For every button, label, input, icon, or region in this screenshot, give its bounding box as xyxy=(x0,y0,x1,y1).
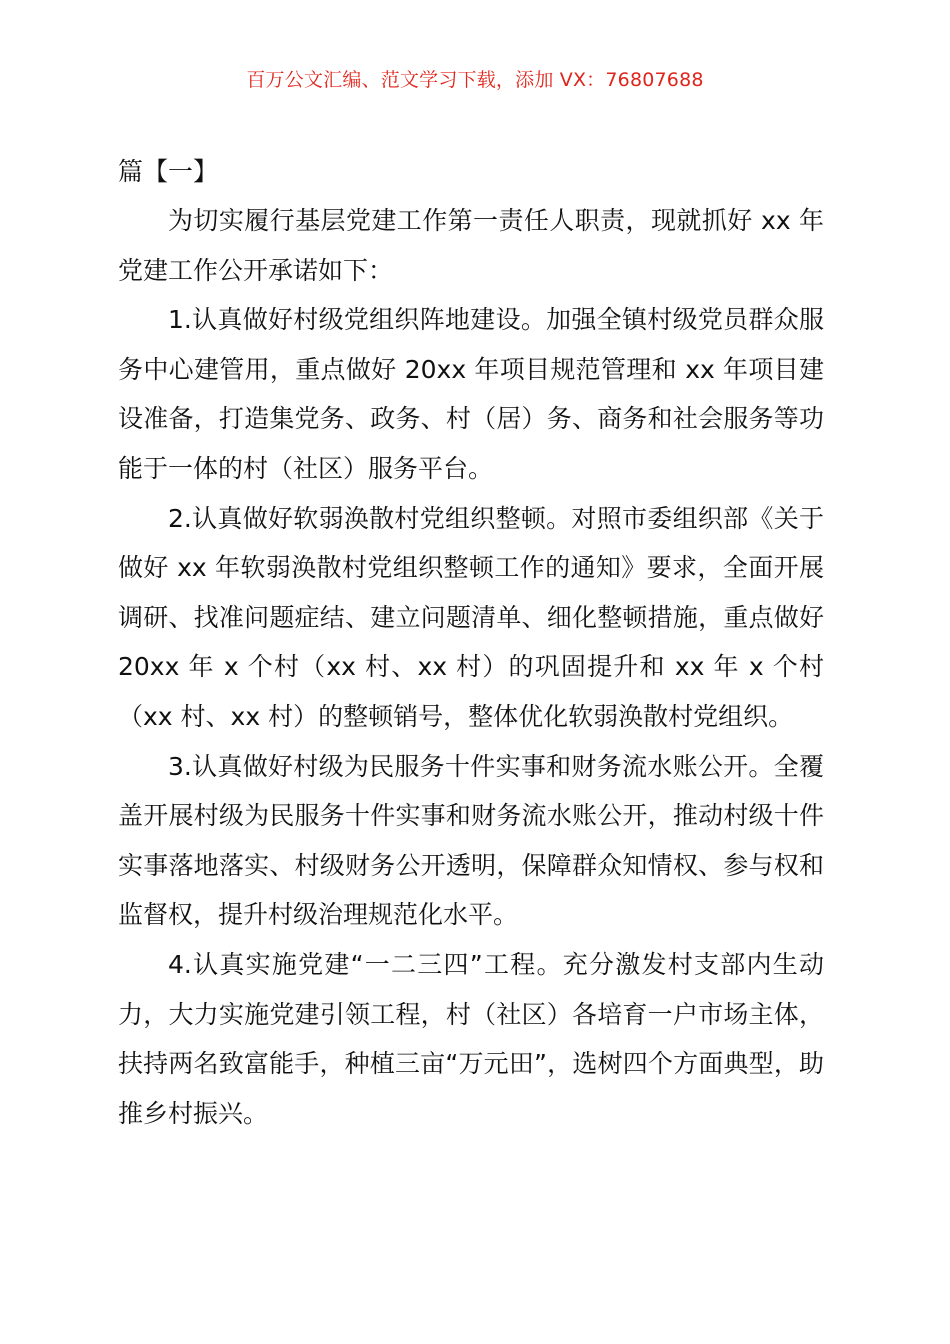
commitment-item-3: 3.认真做好村级为民服务十件实事和财务流水账公开。全覆盖开展村级为民服务十件实事和财务流水账公开，推动村级十件实事落地落实、村级财务公开透明，保障群众知情权、参与权和监督权，提升村级治理规范化水平。 xyxy=(118,751,824,930)
section-title: 篇【一】 xyxy=(118,157,219,186)
document-body xyxy=(118,148,824,1138)
commitment-item-2: 2.认真做好软弱涣散村党组织整顿。对照市委组织部《关于做好 xx 年软弱涣散村党组织整顿工作的通知》要求，全面开展调研、找准问题症结、建立问题清单、细化整顿措施，重点做好 20xx 年 x 个村（xx 村、xx 村）的巩固提升和 xx 年 x 个村（xx 村、xx 村）的整顿销号，整体优化软弱涣散村党组织。 xyxy=(118,503,824,731)
commitment-item-4: 4.认真实施党建“一二三四”工程。充分激发村支部内生动力，大力实施党建引领工程，村（社区）各培育一户市场主体，扶持两名致富能手，种植三亩“万元田”，选树四个方面典型，助推乡村振兴。 xyxy=(118,949,824,1128)
commitment-item-1: 1.认真做好村级党组织阵地建设。加强全镇村级党员群众服务中心建管用，重点做好 20xx 年项目规范管理和 xx 年项目建设准备，打造集党务、政务、村（居）务、商务和社会服务等功能于一体的村（社区）服务平台。 xyxy=(118,305,824,483)
header-banner: 百万公文汇编、范文学习下载，添加 VX：76807688 xyxy=(246,69,704,91)
intro-paragraph: 为切实履行基层党建工作第一责任人职责，现就抓好 xx 年党建工作公开承诺如下： xyxy=(118,206,824,285)
